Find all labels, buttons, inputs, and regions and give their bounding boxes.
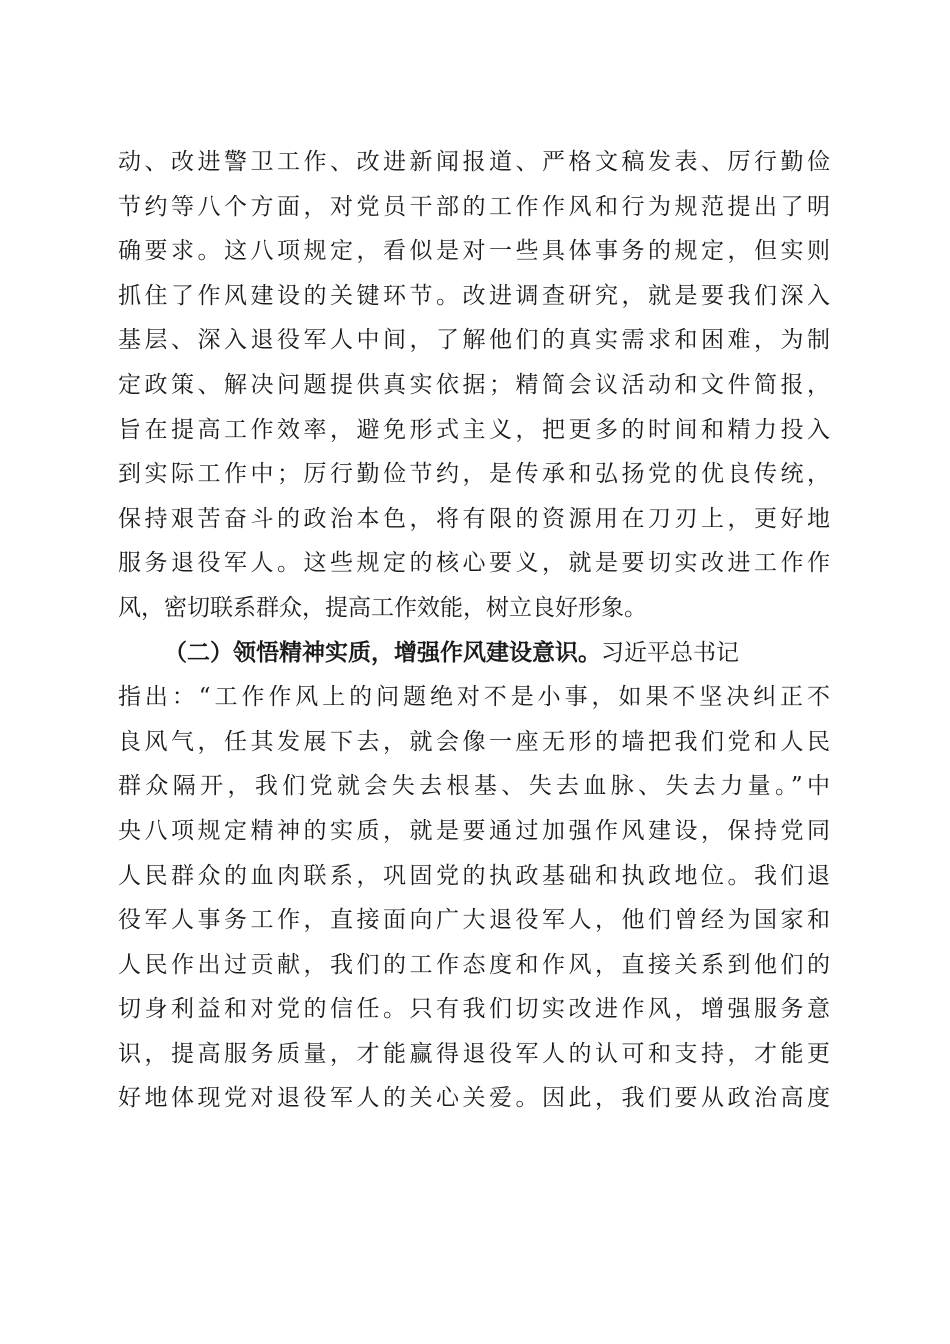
text-line: 群众隔开，我们党就会失去根基、失去血脉、失去力量。”中 xyxy=(118,773,830,800)
text-line: 节约等八个方面，对党员干部的工作作风和行为规范提出了明 xyxy=(118,193,830,220)
body-text xyxy=(118,140,830,1121)
text-line: 识，提高服务质量，才能赢得退役军人的认可和支持，才能更 xyxy=(118,1040,830,1067)
text-line: 服务退役军人。这些规定的核心要义，就是要切实改进工作作 xyxy=(118,550,830,577)
text-line: 到实际工作中；厉行勤俭节约，是传承和弘扬党的优良传统， xyxy=(118,461,830,488)
text-line: 保持艰苦奋斗的政治本色，将有限的资源用在刀刃上，更好地 xyxy=(118,505,830,532)
text-line: 指出：“工作作风上的问题绝对不是小事，如果不坚决纠正不 xyxy=(118,684,830,711)
text-line: 好地体现党对退役军人的关心关爱。因此，我们要从政治高度 xyxy=(118,1085,830,1112)
text-run: 习近平总书记 xyxy=(601,639,739,666)
text-line: 人民群众的血肉联系，巩固党的执政基础和执政地位。我们退 xyxy=(118,862,830,889)
text-line: 风，密切联系群众，提高工作效能，树立良好形象。 xyxy=(118,594,647,621)
text-line: 动、改进警卫工作、改进新闻报道、严格文稿发表、厉行勤俭 xyxy=(118,149,830,175)
text-line: 役军人事务工作，直接面向广大退役军人，他们曾经为国家和 xyxy=(118,907,830,934)
text-line: 切身利益和对党的信任。只有我们切实改进作风，增强服务意 xyxy=(118,996,830,1023)
paragraph-1 xyxy=(118,140,830,631)
section-heading: （二）领悟精神实质，增强作风建设意识。 xyxy=(164,638,601,666)
text-line-first xyxy=(118,631,830,676)
text-line: 央八项规定精神的实质，就是要通过加强作风建设，保持党同 xyxy=(118,817,830,844)
text-line: 抓住了作风建设的关键环节。改进调查研究，就是要我们深入 xyxy=(118,282,830,309)
text-line: 人民作出过贡献，我们的工作态度和作风，直接关系到他们的 xyxy=(118,951,830,978)
text-line: 定政策、解决问题提供真实依据；精简会议活动和文件简报， xyxy=(118,371,830,398)
text-line: 良风气，任其发展下去，就会像一座无形的墙把我们党和人民 xyxy=(118,728,830,755)
text-line: 基层、深入退役军人中间，了解他们的真实需求和困难，为制 xyxy=(118,327,830,354)
paragraph-2 xyxy=(118,631,830,1122)
text-line: 旨在提高工作效率，避免形式主义，把更多的时间和精力投入 xyxy=(118,416,830,443)
text-line: 确要求。这八项规定，看似是对一些具体事务的规定，但实则 xyxy=(118,238,830,265)
